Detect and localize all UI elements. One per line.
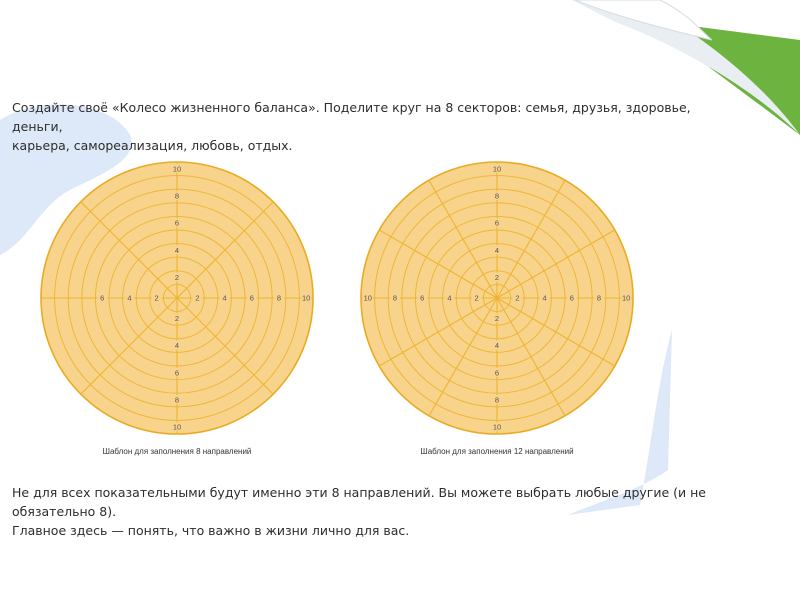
tick-label: 4 [174,245,180,255]
tick-label: 6 [249,293,254,303]
life-wheel-8-sectors [37,158,317,438]
wheel-8-caption: Шаблон для заполнения 8 направлений [102,447,252,456]
tick-label: 10 [172,422,182,432]
wheel-12-caption: Шаблон для заполнения 12 направлений [420,447,574,456]
tick-label: 4 [542,293,547,303]
tick-label: 8 [596,293,602,303]
tick-label: 8 [494,191,500,201]
tick-label: 6 [569,293,574,303]
intro-line-2: карьера, самореализация, любовь, отдых. [12,138,293,153]
page-curl-fold [575,0,712,40]
wheel-12-graphic [357,158,637,438]
tick-label: 4 [174,341,180,351]
intro-line-1: Создайте своё «Колесо жизненного баланса». Поделите круг на 8 секторов: семья, друзья, здоровье, деньги, [12,100,691,134]
tick-label: 4 [494,245,500,255]
tick-label: 4 [127,293,132,303]
wheel-8-graphic [37,158,317,438]
tick-label: 10 [492,164,502,174]
tick-label: 2 [174,273,180,283]
outro-text [12,483,732,540]
tick-label: 10 [622,293,631,303]
tick-label: 6 [174,218,180,228]
tick-label: 2 [515,293,520,303]
tick-label: 2 [474,293,479,303]
tick-label: 4 [494,341,500,351]
tick-label: 8 [392,293,398,303]
tick-label: 6 [174,368,180,378]
tick-label: 8 [174,191,180,201]
tick-label: 2 [494,273,500,283]
tick-label: 2 [195,293,200,303]
tick-label: 4 [222,293,227,303]
tick-label: 8 [494,395,500,405]
tick-label: 10 [492,422,502,432]
tick-label: 2 [174,313,180,323]
outro-line-1: Не для всех показательными будут именно эти 8 направлений. Вы можете выбрать любые другие (и не обязательно 8). [12,485,706,519]
tick-label: 10 [172,164,182,174]
tick-label: 10 [363,293,372,303]
life-wheel-12-sectors [357,158,637,438]
tick-label: 10 [302,293,311,303]
tick-label: 8 [174,395,180,405]
tick-label: 2 [154,293,159,303]
tick-label: 6 [494,368,500,378]
tick-label: 2 [494,313,500,323]
outro-line-2: Главное здесь — понять, что важно в жизни лично для вас. [12,523,410,538]
tick-label: 6 [420,293,425,303]
tick-label: 4 [447,293,452,303]
tick-label: 6 [100,293,105,303]
intro-text [12,98,712,155]
tick-label: 6 [494,218,500,228]
tick-label: 8 [276,293,282,303]
